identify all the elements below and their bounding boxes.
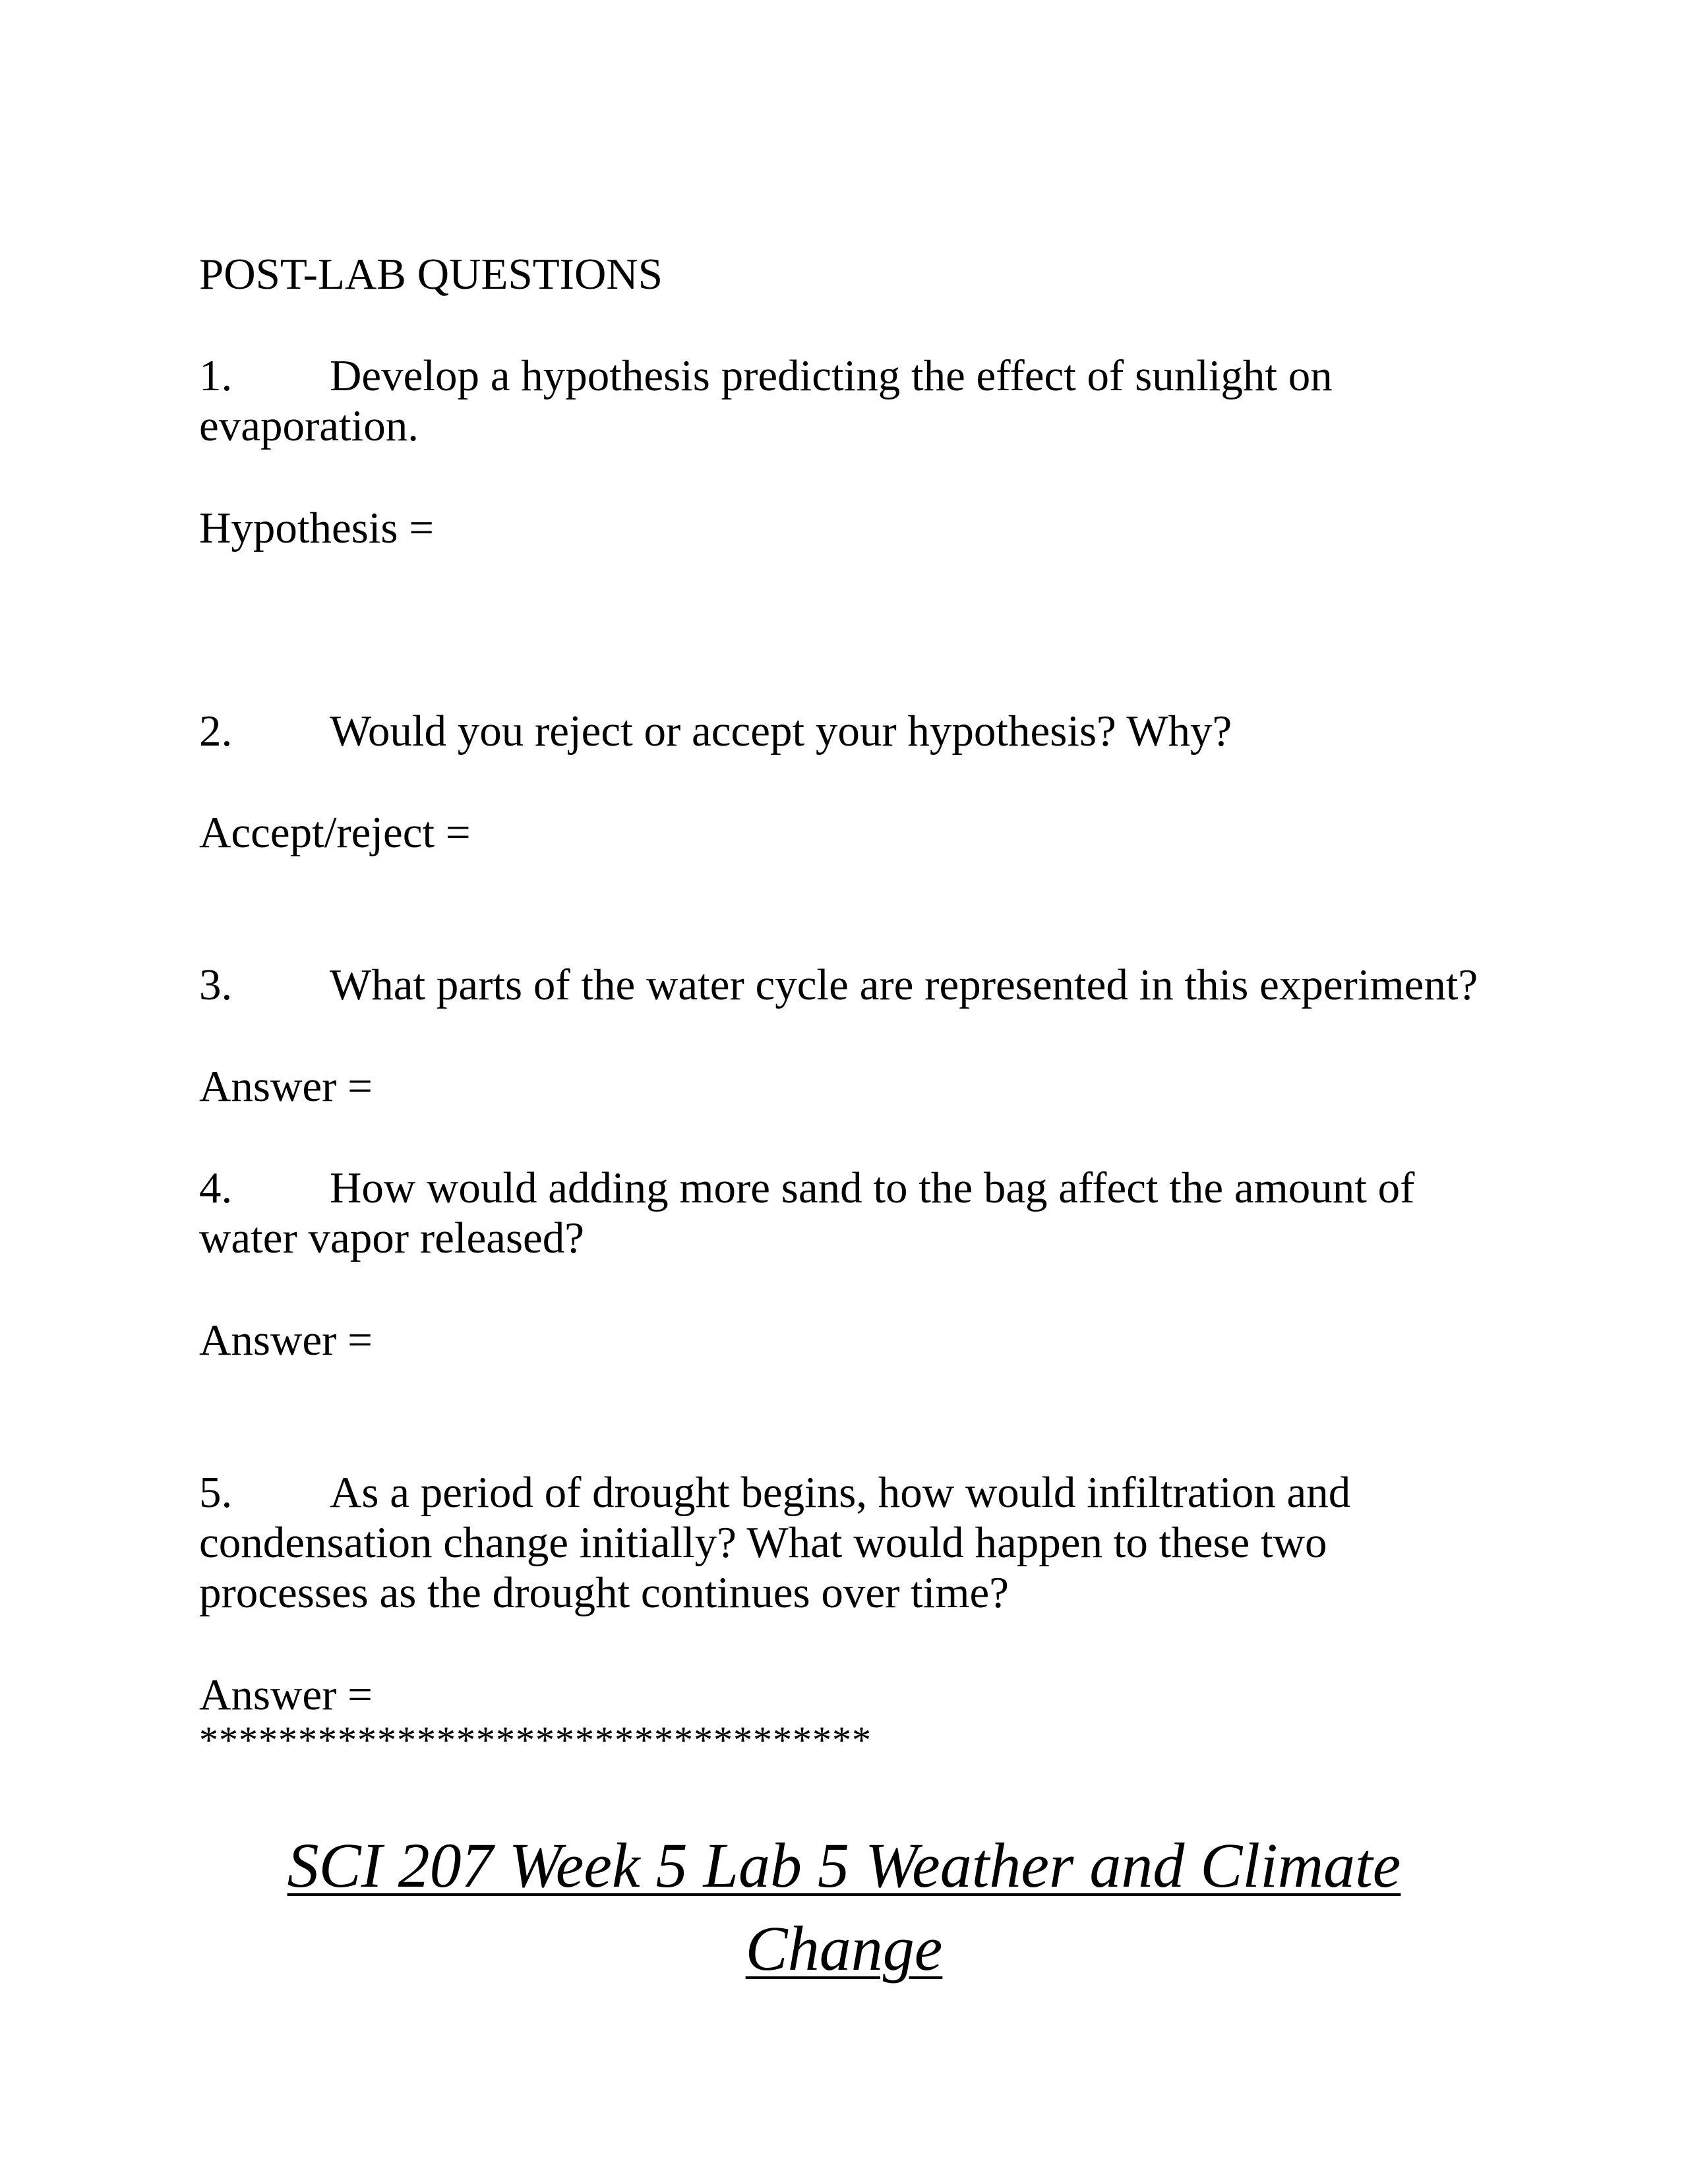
question-3-line-1 <box>199 960 1478 1010</box>
question-5-line-2: condensation change initially? What would happen to these two <box>199 1518 1327 1567</box>
question-3-number: 3. <box>199 960 233 1009</box>
question-5-text: As a period of drought begins, how would infiltration and <box>330 1468 1351 1517</box>
question-2-line-1 <box>199 706 1232 756</box>
question-1-line-1 <box>199 351 1333 401</box>
question-5-answer-label: Answer = <box>199 1670 373 1719</box>
question-4-answer-label: Answer = <box>199 1316 373 1365</box>
question-4-number: 4. <box>199 1164 233 1212</box>
question-1-answer-label: Hypothesis = <box>199 504 435 552</box>
question-5-line-1 <box>199 1467 1350 1518</box>
question-1-line-2: evaporation. <box>199 401 419 450</box>
question-4-line-1 <box>199 1163 1414 1213</box>
question-5-number: 5. <box>199 1468 233 1517</box>
footer-title-line-2[interactable]: Change <box>745 1913 943 1984</box>
asterisk-separator: ********************************** <box>199 1719 872 1761</box>
question-3-text: What parts of the water cycle are represented in this experiment? <box>330 960 1478 1009</box>
question-3-answer-label: Answer = <box>199 1062 373 1111</box>
question-5-line-3: processes as the drought continues over time? <box>199 1568 1009 1617</box>
question-4-line-2: water vapor released? <box>199 1214 585 1262</box>
question-1-number: 1. <box>199 351 233 400</box>
question-4-text: How would adding more sand to the bag affect the amount of <box>330 1164 1415 1212</box>
footer-title-line-1[interactable]: SCI 207 Week 5 Lab 5 Weather and Climate <box>287 1830 1401 1901</box>
page-heading: POST-LAB QUESTIONS <box>199 250 663 299</box>
question-1-text: Develop a hypothesis predicting the effect of sunlight on <box>330 351 1333 400</box>
question-2-text: Would you reject or accept your hypothesis? Why? <box>330 707 1232 755</box>
question-2-number: 2. <box>199 707 233 755</box>
question-2-answer-label: Accept/reject = <box>199 808 471 857</box>
